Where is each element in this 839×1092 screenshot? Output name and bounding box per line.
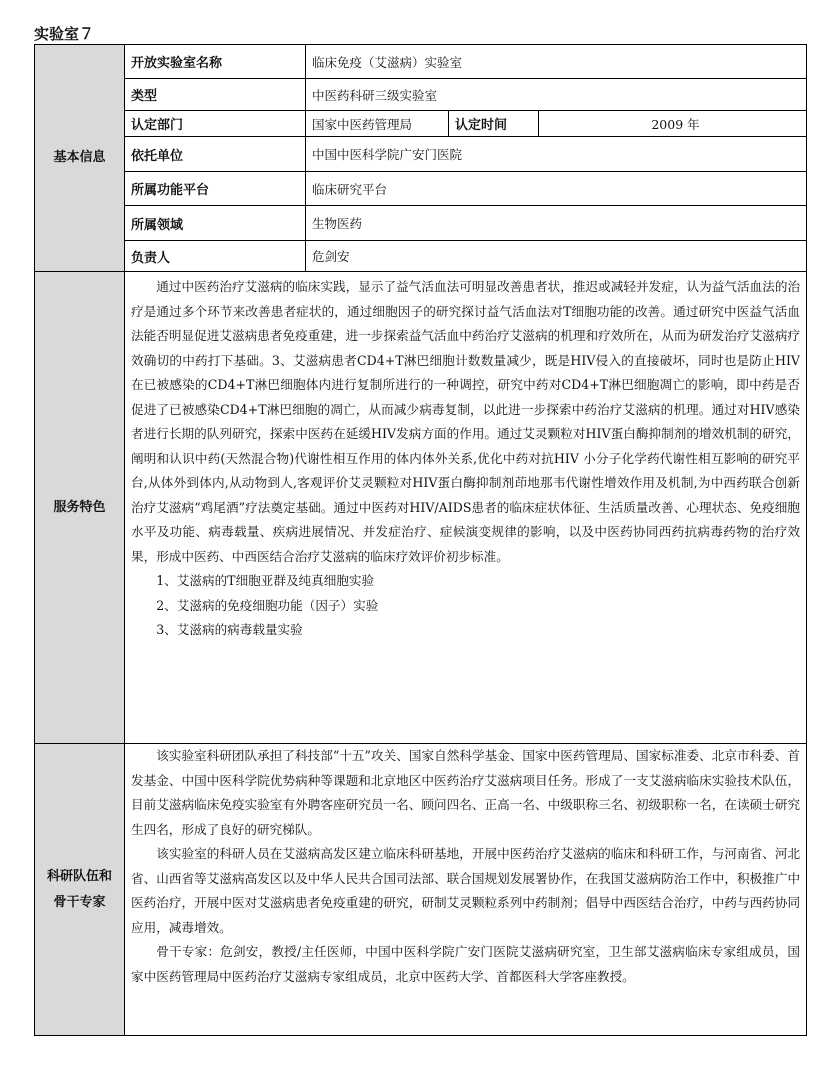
row-field xyxy=(35,206,807,241)
service-paragraph: 通过中医药治疗艾滋病的临床实践，显示了益气活血法可明显改善患者状，推迟或减轻并发症，认为益气活血法的治疗是通过多个环节来改善患者症状的，通过细胞因子的研究探讨益气活血法对T细胞功能的改善。通过研究中医益气活血法能否明显促进艾滋病患者免疫重建，进一步探索益气活血中药治疗艾滋病的机理和疗效所在，从而为研发治疗艾滋病疗效确切的中药打下基础。3、艾滋病患者CD4+T淋巴细胞计数数量减少，既是HIV侵入的直接破坏，同时也是防止HIV在已被感染的CD4+T淋巴细胞体内进行复制所进行的一种调控，研究中药对CD4+T淋巴细胞凋亡的影响，即中药是否促进了已被感染CD4+T淋巴细胞的凋亡，从而减少病毒复制，以此进一步探索中药治疗艾滋病的机理。通过对HIV感染者进行长期的队列研究，探索中医药在延缓HIV发病方面的作用。通过艾灵颗粒对HIV蛋白酶抑制剂的增效机制的研究，阐明和认识中药(天然混合物)代谢性相互作用的体内体外关系,优化中药对抗HIV 小分子化学药代谢性相互影响的研究平台,从体外到体内,从动物到人,客观评价艾灵颗粒对HIV蛋白酶抑制剂茚地那韦代谢性增效作用及机制,为中西药联合创新治疗艾滋病“鸡尾酒”疗法奠定基础。通过中医药对HIV/AIDS患者的临床症状体征、生活质量改善、心理状态、免疫细胞水平及功能、病毒载量、疾病进展情况、并发症治疗、症候演变规律的影响，以及中医药协同西药抗病毒药物的治疗效果，形成中医药、中西医结合治疗艾滋病的临床疗效评价初步标准。 xyxy=(131,279,801,564)
lab-info-table xyxy=(34,44,807,1036)
label-field: 所属领域 xyxy=(125,206,306,241)
label-platform: 所属功能平台 xyxy=(125,172,306,206)
label-type: 类型 xyxy=(125,79,306,111)
team-paragraph: 该实验室科研团队承担了科技部“十五”攻关、国家自然科学基金、国家中医药管理局、国家标准委、北京市科委、首发基金、中国中医科学院优势病种等课题和北京地区中医药治疗艾滋病项目任务。形成了一支艾滋病临床实验技术队伍，目前艾滋病临床免疫实验室有外聘客座研究员一名、顾问四名、正高一名、中级职称三名、初级职称一名，在读硕士研究生四名，形成了良好的研究梯队。 xyxy=(131,748,801,837)
service-header: 服务特色 xyxy=(35,272,125,744)
team-content xyxy=(125,744,807,1036)
row-lab-name xyxy=(35,45,807,79)
label-host-unit: 依托单位 xyxy=(125,137,306,172)
team-header xyxy=(35,744,125,1036)
service-item: 1、艾滋病的T细胞亚群及纯真细胞实验 xyxy=(156,573,375,588)
basic-info-header: 基本信息 xyxy=(35,45,125,272)
value-platform: 临床研究平台 xyxy=(306,172,807,206)
row-team xyxy=(35,744,807,1036)
team-paragraph: 骨干专家：危剑安，教授/主任医师，中国中医科学院广安门医院艾滋病研究室，卫生部艾滋病临床专家组成员，国家中医药管理局中医药治疗艾滋病专家组成员，北京中医药大学、首都医科大学客座教授。 xyxy=(131,944,801,984)
value-certifying-dept: 国家中医药管理局 xyxy=(306,111,449,137)
row-host-unit xyxy=(35,137,807,172)
label-certifying-time: 认定时间 xyxy=(449,111,539,137)
team-header-line1: 科研队伍和 xyxy=(46,868,112,884)
page-title: 实验室７ xyxy=(34,25,95,43)
team-paragraph: 该实验室的科研人员在艾滋病高发区建立临床科研基地，开展中医药治疗艾滋病的临床和科研工作，与河南省、河北省、山西省等艾滋病高发区以及中华人民共合国司法部、联合国规划发展署协作，在我国艾滋病防治工作中，积极推广中医药治疗，开展中医对艾滋病患者免疫重建的研究，研制艾灵颗粒系列中药制剂；倡导中西医结合治疗，中药与西药协同应用，减毒增效。 xyxy=(131,846,801,935)
row-certifying-dept xyxy=(35,111,807,137)
label-leader: 负责人 xyxy=(125,241,306,272)
service-item: 2、艾滋病的免疫细胞功能（因子）实验 xyxy=(156,597,379,613)
label-lab-name: 开放实验室名称 xyxy=(125,45,306,79)
row-leader xyxy=(35,241,807,272)
service-item: 3、艾滋病的病毒载量实验 xyxy=(156,622,303,637)
row-service xyxy=(35,272,807,744)
value-certifying-time: 2009 年 xyxy=(539,111,807,137)
value-leader: 危剑安 xyxy=(306,241,807,272)
row-type xyxy=(35,79,807,111)
value-field: 生物医药 xyxy=(306,206,807,241)
service-content xyxy=(125,272,807,744)
value-lab-name: 临床免疫（艾滋病）实验室 xyxy=(306,45,807,79)
row-platform xyxy=(35,172,807,206)
value-host-unit: 中国中医科学院广安门医院 xyxy=(306,137,807,172)
label-certifying-dept: 认定部门 xyxy=(125,111,306,137)
team-header-line2: 骨干专家 xyxy=(53,894,106,910)
value-type: 中医药科研三级实验室 xyxy=(306,79,807,111)
